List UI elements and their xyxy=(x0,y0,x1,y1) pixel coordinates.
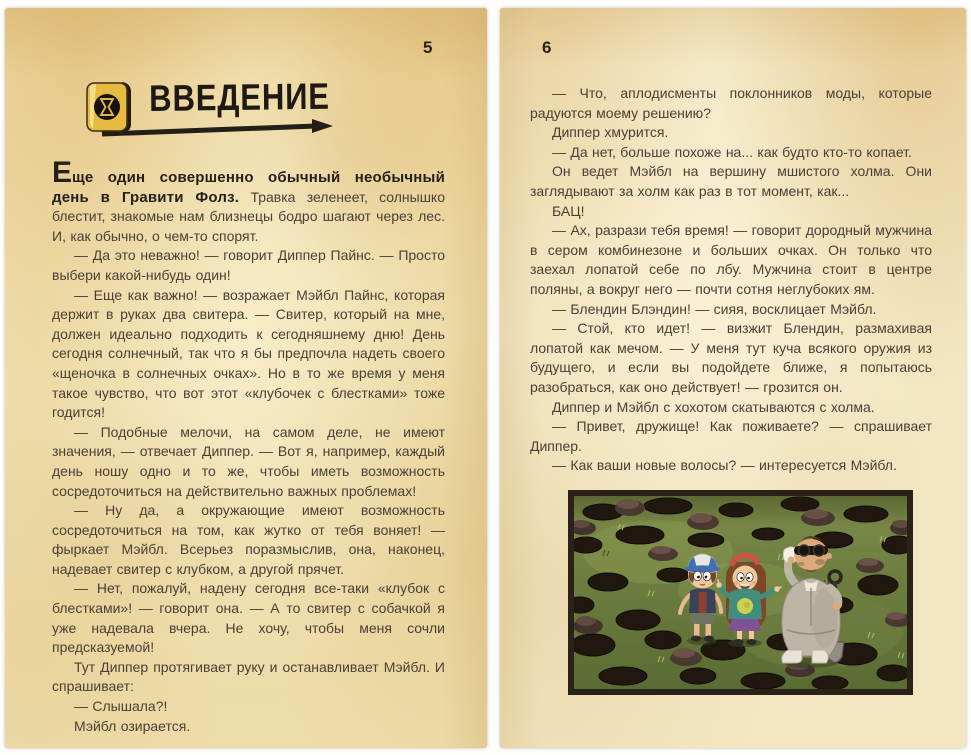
paragraph: — Еще как важно! — возражает Мэйбл Пайнс, которая держит в руках два свитера. — Свитер, который на мне, должен идеально подходить к сегодняшнему дню! День сегодня солнечный, так что я бы предпочла надеть своего «щеночка в солнечных очках». Но в то же время у меня такое чувство, что вот этот «клубочек с блестками» тоже годится! xyxy=(52,286,445,421)
page-number-left: 5 xyxy=(423,38,433,57)
paragraph: — Ну да, а окружающие имеют возможность сосредоточиться на том, как жутко от тебя воняет! — фыркает Мэйбл. Всерьез поразмыслив, она, наконец, надевает свитер с клубком, а другой прячет. xyxy=(52,502,445,577)
hourglass-icon xyxy=(94,94,120,120)
illustration-gravity-falls xyxy=(568,490,913,695)
paragraph: — Блендин Блэндин! — сияя, восклицает Мэйбл. xyxy=(552,300,877,317)
lead-rest: Травка зеленеет, солнышко блестит, знакомые нам близнецы бодро шагают через лес. И, как обычно, о чем-то спорят. xyxy=(52,188,445,244)
time-tape-measure-icon xyxy=(85,80,135,133)
paragraph: — Да нет, больше похоже на... как будто кто-то копает. xyxy=(552,143,912,160)
page-right xyxy=(500,8,966,748)
left-paragraphs xyxy=(52,246,445,736)
chapter-title: ВВЕДЕНИЕ xyxy=(149,75,331,119)
paragraph: Диппер хмурится. xyxy=(552,124,669,141)
lead-paragraph xyxy=(52,156,445,246)
paragraph: — Подобные мелочи, на самом деле, не имеют значения, — отвечает Диппер. — Вот я, например, каждый день ношу одно и то же, чтобы иметь возможность сосредоточиться на действительно важных проблемах! xyxy=(52,423,445,499)
page-number-right: 6 xyxy=(542,38,552,57)
tape-arrow-line xyxy=(100,116,335,142)
page-left xyxy=(5,8,487,748)
paragraph: — Ах, разрази тебя время! — говорит дородный мужчина в сером комбинезоне и больших очках. Он только что заехал лопатой себе по лбу. Мужчина стоит в центре поляны, а вокруг него — почти сотня неглубоких ям. xyxy=(530,222,932,297)
left-page-text xyxy=(52,156,445,736)
right-paragraphs xyxy=(530,84,932,476)
paragraph: Он ведет Мэйбл на вершину мшистого холма. Они заглядывают за холм как раз в тот момент, как... xyxy=(530,163,932,199)
paragraph: Тут Диппер протягивает руку и останавливает Мэйбл. И спрашивает: xyxy=(52,658,445,695)
paragraph: Диппер и Мэйбл с хохотом скатываются с холма. xyxy=(552,398,875,415)
lead-bold: ще один совершенно обычный необычный день в Гравити Фолз. xyxy=(52,169,445,206)
paragraph: — Что, аплодисменты поклонников моды, которые радуются моему решению? xyxy=(530,85,932,121)
paragraph: — Стой, кто идет! — визжит Блендин, размахивая лопатой как мечом. — У меня тут куча всякого оружия из будущего, и если вы подойдете ближе, я попытаюсь разобраться, как оно действует! — грозится он. xyxy=(530,320,932,395)
paragraph: Мэйбл озирается. xyxy=(74,717,191,734)
paragraph: — Нет, пожалуй, надену сегодня все-таки «клубок с блестками»! — говорит она. — А то свитер с собачкой я уже надевала вчера. Не хочу, чтобы меня сочли предсказуемой! xyxy=(52,580,445,656)
paragraph: БАЦ! xyxy=(552,202,585,219)
paragraph: — Привет, дружище! Как поживаете? — спрашивает Диппер. xyxy=(530,418,932,454)
chapter-header xyxy=(5,8,487,158)
right-page-text xyxy=(530,84,932,476)
paragraph: — Слышала?! xyxy=(74,698,168,715)
paragraph: — Да это неважно! — говорит Диппер Пайнс. — Просто выбери какой-нибудь один! xyxy=(52,247,445,283)
dropcap: Е xyxy=(52,156,73,189)
paragraph: — Как ваши новые волосы? — интересуется Мэйбл. xyxy=(552,457,897,474)
